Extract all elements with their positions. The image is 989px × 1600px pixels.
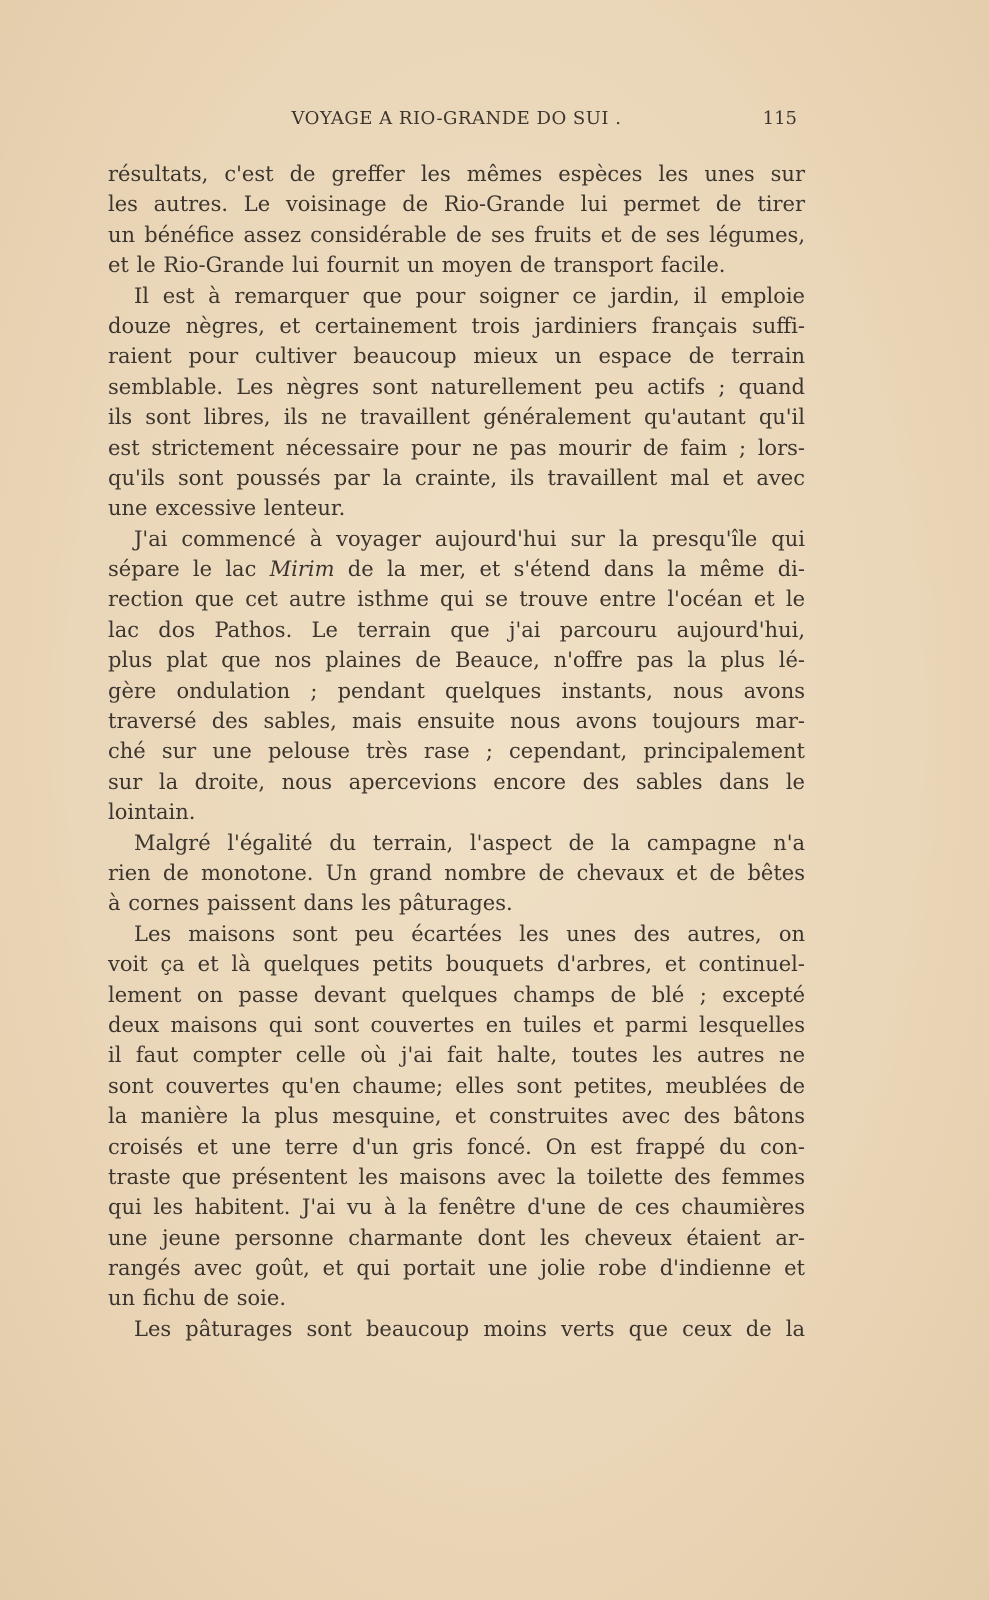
text-line: lac dos Pathos. Le terrain que j'ai parcouru aujourd'hui, <box>108 617 805 642</box>
text-line: rien de monotone. Un grand nombre de chevaux et de bêtes <box>108 860 805 885</box>
text-line: un fichu de soie. <box>108 1286 287 1311</box>
text-line: sont couvertes qu'en chaume; elles sont petites, meublées de <box>108 1073 805 1098</box>
text-line: les autres. Le voisinage de Rio-Grande lui permet de tirer <box>108 192 805 217</box>
paragraph <box>108 828 805 919</box>
text-line: Les maisons sont peu écartées les unes des autres, on <box>134 921 805 946</box>
text-line: sépare le lac Mirim de la mer, et s'étend dans la même di- <box>108 557 805 582</box>
text-line: ils sont libres, ils ne travaillent généralement qu'autant qu'il <box>108 405 805 430</box>
page-number: 115 <box>762 108 797 129</box>
text-line: croisés et une terre d'un gris foncé. On est frappé du con- <box>108 1134 805 1159</box>
text-line: lement on passe devant quelques champs de blé ; excepté <box>108 982 805 1007</box>
text-line: Les pâturages sont beaucoup moins verts que ceux de la <box>134 1316 805 1341</box>
text-line: une excessive lenteur. <box>108 496 346 521</box>
text-line: rangés avec goût, et qui portait une jolie robe d'indienne et <box>108 1256 805 1281</box>
running-title: VOYAGE A RIO-GRANDE DO SUI . <box>291 108 622 129</box>
text-line: voit ça et là quelques petits bouquets d'arbres, et continuel- <box>108 952 805 977</box>
paragraph <box>108 919 805 1314</box>
body-text <box>108 159 805 1344</box>
text-line: gère ondulation ; pendant quelques instants, nous avons <box>108 678 805 703</box>
paragraph <box>108 159 805 281</box>
paragraph <box>108 524 805 828</box>
text-line: il faut compter celle où j'ai fait halte, toutes les autres ne <box>108 1043 805 1068</box>
text-line: deux maisons qui sont couvertes en tuiles et parmi lesquelles <box>108 1012 805 1037</box>
paragraph <box>108 1314 805 1344</box>
text-line: qu'ils sont poussés par la crainte, ils travaillent mal et avec <box>108 465 805 490</box>
text-line: traversé des sables, mais ensuite nous avons toujours mar- <box>108 709 805 734</box>
text-line: rection que cet autre isthme qui se trouve entre l'océan et le <box>108 587 805 612</box>
running-header <box>108 106 805 136</box>
text-line: la manière la plus mesquine, et construites avec des bâtons <box>108 1104 805 1129</box>
text-line: Malgré l'égalité du terrain, l'aspect de la campagne n'a <box>134 830 805 855</box>
text-line: est strictement nécessaire pour ne pas mourir de faim ; lors- <box>108 435 805 460</box>
text-line: J'ai commencé à voyager aujourd'hui sur la presqu'île qui <box>134 526 805 551</box>
text-line: sur la droite, nous apercevions encore des sables dans le <box>108 769 805 794</box>
text-line: raient pour cultiver beaucoup mieux un espace de terrain <box>108 344 805 369</box>
text-line: ché sur une pelouse très rase ; cependant, principalement <box>108 739 805 764</box>
text-line: un bénéfice assez considérable de ses fruits et de ses légumes, <box>108 222 805 247</box>
text-line: Il est à remarquer que pour soigner ce jardin, il emploie <box>134 283 805 308</box>
paragraph <box>108 281 805 524</box>
text-line: douze nègres, et certainement trois jardiniers français suffi- <box>108 313 805 338</box>
text-line: plus plat que nos plaines de Beauce, n'offre pas la plus lé- <box>108 648 805 673</box>
text-line: qui les habitent. J'ai vu à la fenêtre d'une de ces chaumières <box>108 1195 805 1220</box>
text-line: à cornes paissent dans les pâturages. <box>108 891 513 916</box>
text-line: traste que présentent les maisons avec la toilette des femmes <box>108 1164 805 1189</box>
text-line: lointain. <box>108 800 196 825</box>
text-line: une jeune personne charmante dont les cheveux étaient ar- <box>108 1225 805 1250</box>
text-line: et le Rio-Grande lui fournit un moyen de transport facile. <box>108 253 726 278</box>
text-line: semblable. Les nègres sont naturellement peu actifs ; quand <box>108 374 805 399</box>
text-line: résultats, c'est de greffer les mêmes espèces les unes sur <box>108 162 805 186</box>
